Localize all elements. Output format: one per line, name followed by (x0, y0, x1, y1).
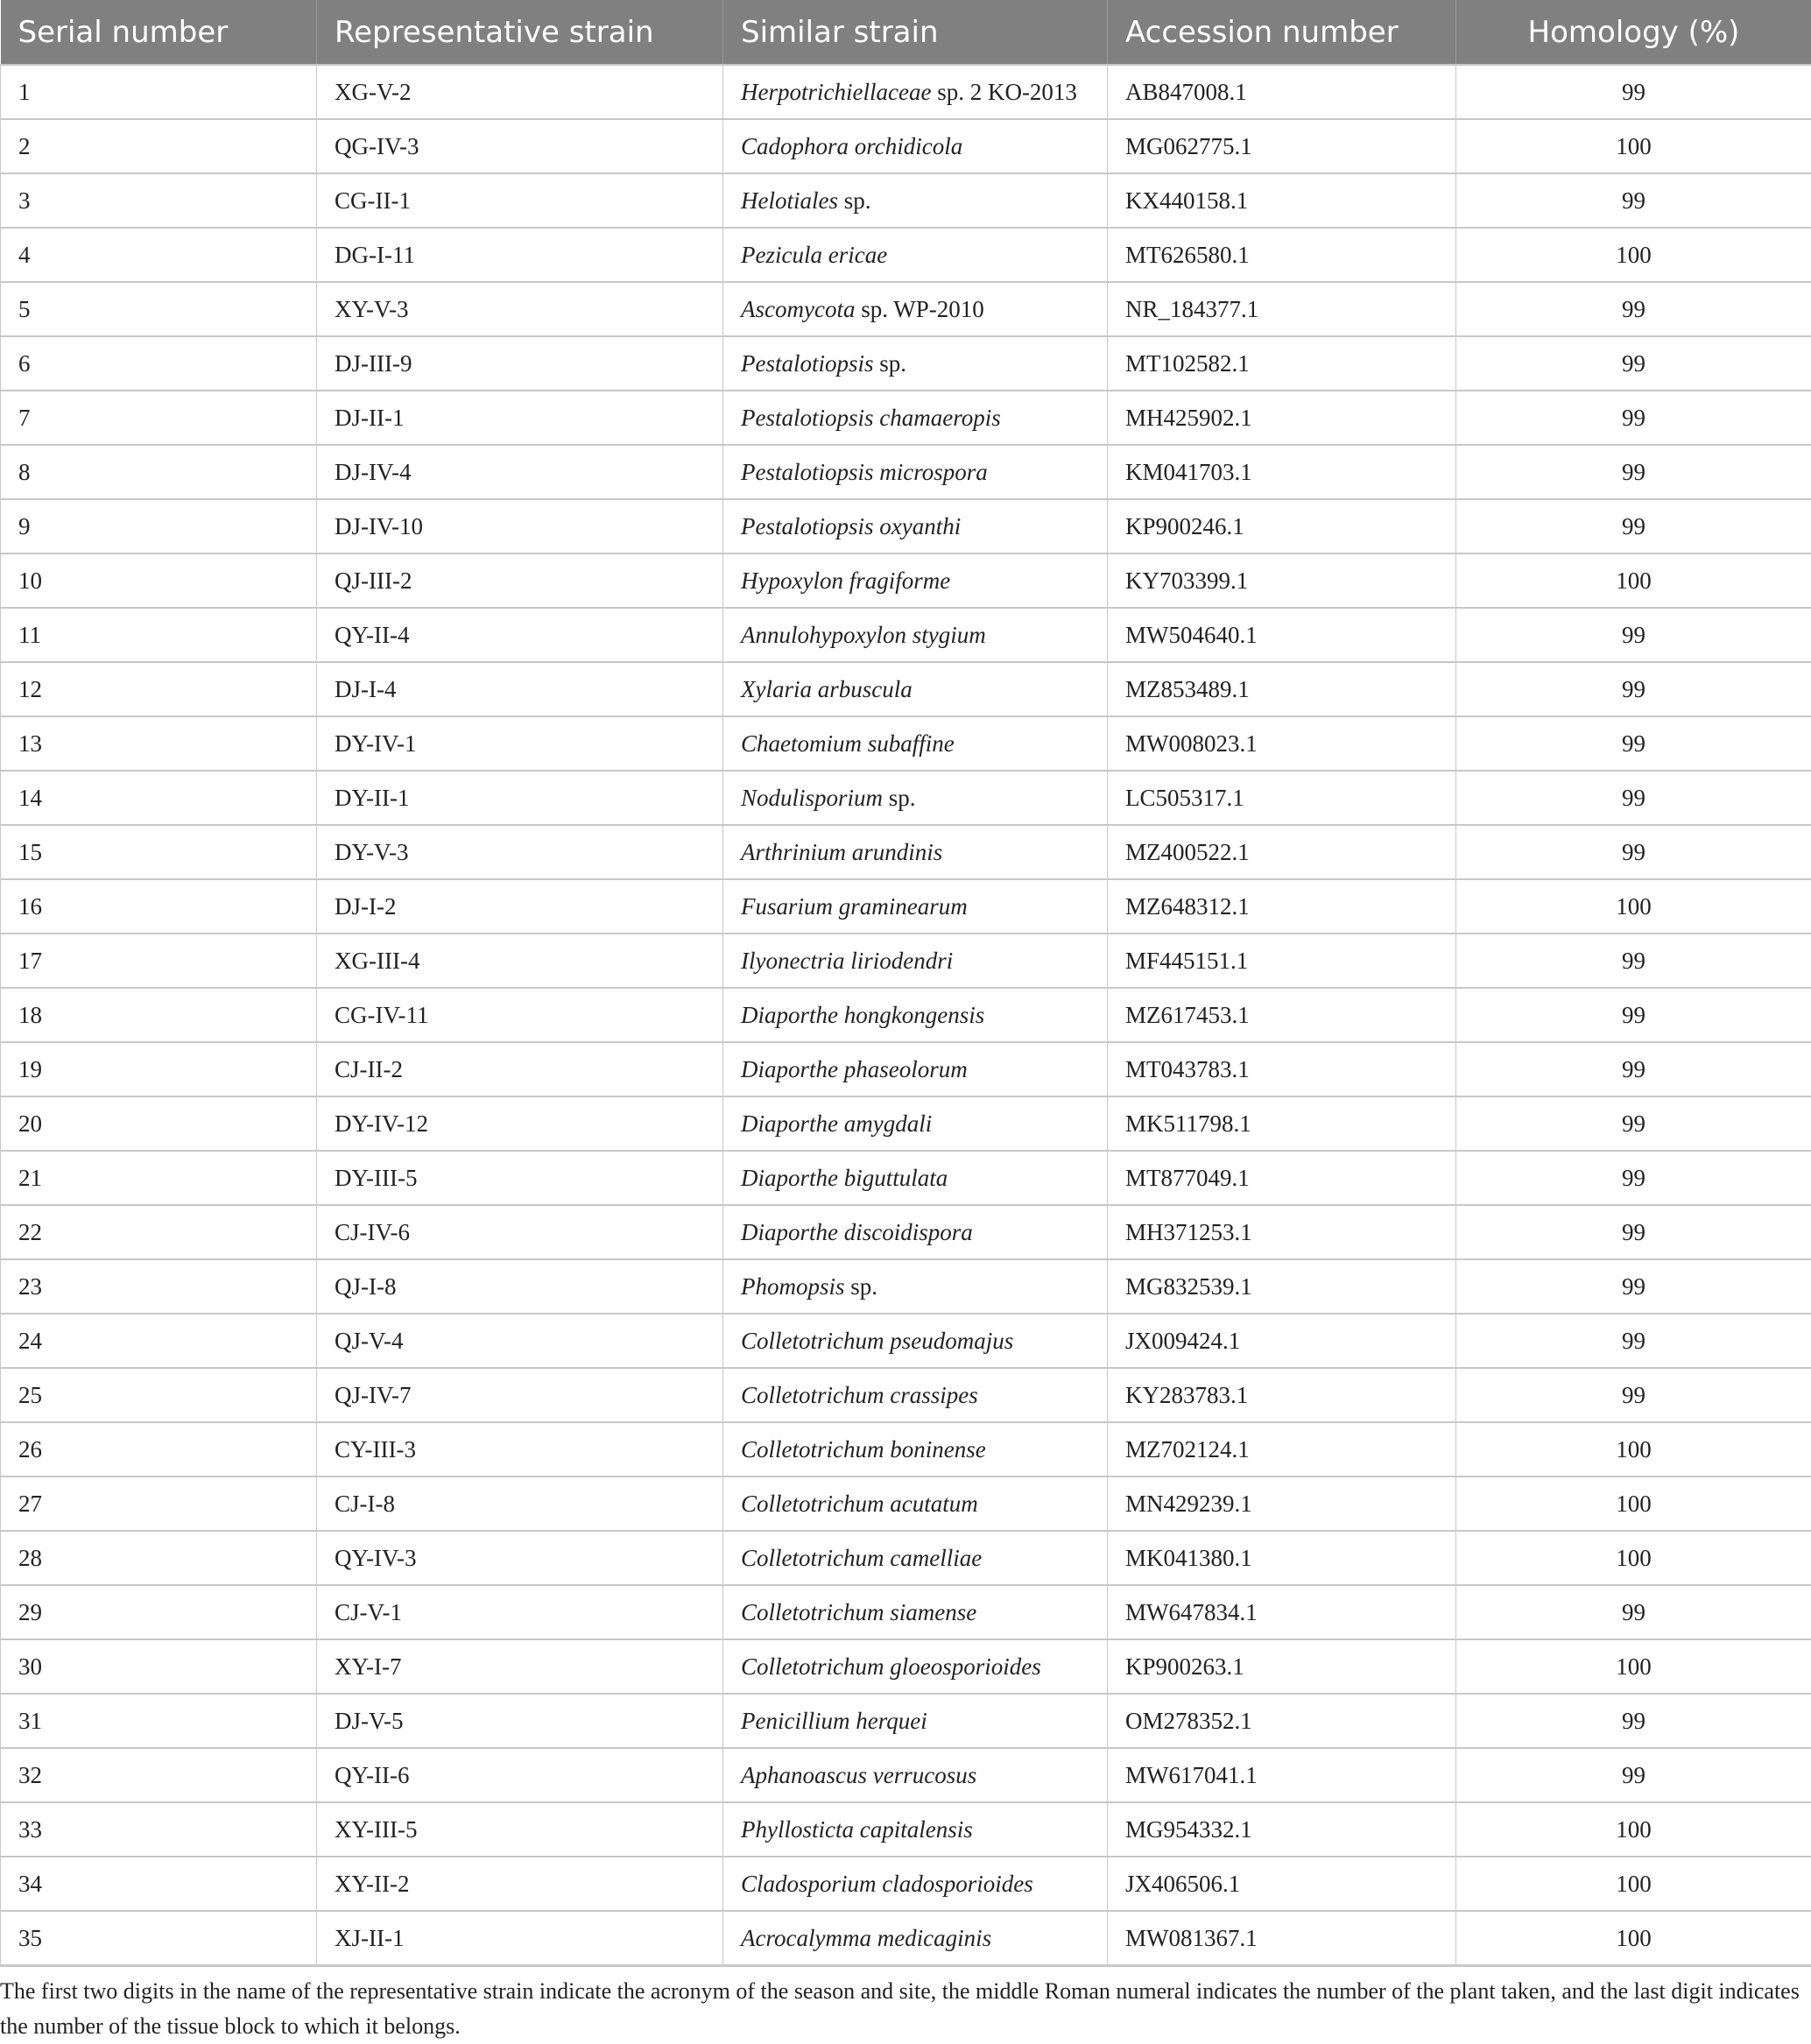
homology-cell: 99 (1456, 771, 1811, 825)
serial-number-cell: 19 (1, 1042, 317, 1096)
header-row (1, 0, 1811, 65)
similar-strain-cell (723, 879, 1108, 934)
serial-number-cell: 2 (1, 119, 317, 173)
homology-cell: 100 (1456, 1477, 1811, 1531)
species-name: Penicillium herquei (741, 1708, 927, 1734)
species-name: Arthrinium arundinis (741, 839, 942, 865)
accession-number-cell: MW647834.1 (1108, 1585, 1456, 1639)
homology-cell: 99 (1456, 173, 1811, 228)
serial-number-cell: 5 (1, 282, 317, 336)
table-row (1, 1585, 1811, 1639)
representative-strain-cell: DJ-IV-4 (317, 445, 723, 499)
header-serial-number: Serial number (1, 0, 317, 65)
species-name: Colletotrichum siamense (741, 1599, 976, 1625)
similar-strain-cell (723, 228, 1108, 282)
representative-strain-cell: DY-IV-12 (317, 1096, 723, 1151)
serial-number-cell: 3 (1, 173, 317, 228)
accession-number-cell: KP900263.1 (1108, 1639, 1456, 1694)
representative-strain-cell: XG-V-2 (317, 65, 723, 119)
serial-number-cell: 20 (1, 1096, 317, 1151)
representative-strain-cell: QJ-III-2 (317, 553, 723, 608)
species-name: Phyllosticta capitalensis (741, 1816, 973, 1843)
homology-cell: 99 (1456, 825, 1811, 879)
species-name: Pezicula ericae (741, 242, 887, 268)
representative-strain-cell: DJ-III-9 (317, 336, 723, 391)
serial-number-cell: 28 (1, 1531, 317, 1585)
species-name: Diaporthe amygdali (741, 1110, 932, 1137)
accession-number-cell: KM041703.1 (1108, 445, 1456, 499)
accession-number-cell: KP900246.1 (1108, 499, 1456, 553)
species-name: Xylaria arbuscula (741, 676, 913, 702)
species-name: Diaporthe phaseolorum (741, 1056, 968, 1082)
similar-strain-cell (723, 1042, 1108, 1096)
homology-cell: 99 (1456, 499, 1811, 553)
serial-number-cell: 25 (1, 1368, 317, 1422)
serial-number-cell: 29 (1, 1585, 317, 1639)
homology-cell: 100 (1456, 1422, 1811, 1477)
representative-strain-cell: QJ-I-8 (317, 1259, 723, 1314)
homology-cell: 99 (1456, 1314, 1811, 1368)
accession-number-cell: MH425902.1 (1108, 391, 1456, 445)
similar-strain-cell (723, 499, 1108, 553)
serial-number-cell: 1 (1, 65, 317, 119)
table-row (1, 771, 1811, 825)
serial-number-cell: 15 (1, 825, 317, 879)
similar-strain-cell (723, 1096, 1108, 1151)
similar-strain-cell (723, 1368, 1108, 1422)
serial-number-cell: 30 (1, 1639, 317, 1694)
species-name: Hypoxylon fragiforme (741, 567, 950, 594)
accession-number-cell: MZ400522.1 (1108, 825, 1456, 879)
similar-strain-cell (723, 445, 1108, 499)
species-name: Colletotrichum pseudomajus (741, 1328, 1013, 1354)
serial-number-cell: 6 (1, 336, 317, 391)
species-name: Cladosporium cladosporioides (741, 1871, 1033, 1897)
accession-number-cell: KX440158.1 (1108, 173, 1456, 228)
accession-number-cell: MZ702124.1 (1108, 1422, 1456, 1477)
species-name: Acrocalymma medicaginis (741, 1925, 991, 1951)
similar-strain-cell (723, 1314, 1108, 1368)
accession-number-cell: AB847008.1 (1108, 65, 1456, 119)
serial-number-cell: 21 (1, 1151, 317, 1205)
species-name: Chaetomium subaffine (741, 730, 955, 757)
accession-number-cell: MK511798.1 (1108, 1096, 1456, 1151)
species-name: Diaporthe biguttulata (741, 1165, 948, 1191)
table-row (1, 445, 1811, 499)
similar-strain-cell (723, 988, 1108, 1042)
table-row (1, 1857, 1811, 1911)
species-name: Colletotrichum crassipes (741, 1382, 978, 1408)
serial-number-cell: 10 (1, 553, 317, 608)
species-name: Pestalotiopsis (741, 350, 874, 377)
similar-strain-cell (723, 1585, 1108, 1639)
homology-cell: 100 (1456, 1531, 1811, 1585)
accession-number-cell: LC505317.1 (1108, 771, 1456, 825)
table-row (1, 1694, 1811, 1748)
accession-number-cell: JX009424.1 (1108, 1314, 1456, 1368)
homology-cell: 99 (1456, 336, 1811, 391)
similar-strain-cell (723, 336, 1108, 391)
table-row (1, 1422, 1811, 1477)
homology-cell: 99 (1456, 1205, 1811, 1259)
homology-cell: 99 (1456, 391, 1811, 445)
homology-cell: 99 (1456, 65, 1811, 119)
homology-cell: 100 (1456, 1639, 1811, 1694)
species-name: Helotiales (741, 187, 838, 214)
representative-strain-cell: QY-II-4 (317, 608, 723, 662)
accession-number-cell: MN429239.1 (1108, 1477, 1456, 1531)
accession-number-cell: MH371253.1 (1108, 1205, 1456, 1259)
table-row (1, 934, 1811, 988)
table-row (1, 716, 1811, 771)
table-row (1, 1096, 1811, 1151)
species-name: Ascomycota (741, 296, 855, 322)
similar-strain-cell (723, 1151, 1108, 1205)
table-row (1, 879, 1811, 934)
serial-number-cell: 4 (1, 228, 317, 282)
species-suffix: sp. 2 KO-2013 (931, 79, 1077, 105)
serial-number-cell: 32 (1, 1748, 317, 1802)
homology-cell: 99 (1456, 1259, 1811, 1314)
similar-strain-cell (723, 771, 1108, 825)
accession-number-cell: MF445151.1 (1108, 934, 1456, 988)
header-accession-number: Accession number (1108, 0, 1456, 65)
accession-number-cell: MT102582.1 (1108, 336, 1456, 391)
serial-number-cell: 34 (1, 1857, 317, 1911)
species-name: Pestalotiopsis oxyanthi (741, 513, 961, 539)
homology-cell: 99 (1456, 716, 1811, 771)
accession-number-cell: MW504640.1 (1108, 608, 1456, 662)
table-row (1, 662, 1811, 716)
similar-strain-cell (723, 662, 1108, 716)
accession-number-cell: MZ648312.1 (1108, 879, 1456, 934)
species-name: Herpotrichiellaceae (741, 79, 931, 105)
similar-strain-cell (723, 716, 1108, 771)
homology-cell: 99 (1456, 1042, 1811, 1096)
similar-strain-cell (723, 1857, 1108, 1911)
header-homology: Homology (%) (1456, 0, 1811, 65)
species-name: Diaporthe hongkongensis (741, 1002, 984, 1028)
table-row (1, 228, 1811, 282)
serial-number-cell: 24 (1, 1314, 317, 1368)
table-row (1, 65, 1811, 119)
similar-strain-cell (723, 1259, 1108, 1314)
representative-strain-cell: CJ-IV-6 (317, 1205, 723, 1259)
species-name: Fusarium graminearum (741, 893, 968, 920)
representative-strain-cell: XJ-II-1 (317, 1911, 723, 1966)
species-name: Phomopsis (741, 1273, 845, 1300)
species-suffix: sp. (883, 785, 916, 811)
representative-strain-cell: DJ-II-1 (317, 391, 723, 445)
table-row (1, 1802, 1811, 1857)
species-suffix: sp. (838, 187, 871, 214)
serial-number-cell: 18 (1, 988, 317, 1042)
homology-cell: 99 (1456, 934, 1811, 988)
representative-strain-cell: XY-II-2 (317, 1857, 723, 1911)
species-name: Aphanoascus verrucosus (741, 1762, 976, 1788)
similar-strain-cell (723, 391, 1108, 445)
serial-number-cell: 23 (1, 1259, 317, 1314)
serial-number-cell: 14 (1, 771, 317, 825)
header-representative-strain: Representative strain (317, 0, 723, 65)
species-name: Colletotrichum camelliae (741, 1545, 982, 1571)
species-suffix: sp. (845, 1273, 878, 1300)
accession-number-cell: MZ617453.1 (1108, 988, 1456, 1042)
homology-cell: 99 (1456, 1694, 1811, 1748)
similar-strain-cell (723, 173, 1108, 228)
table-row (1, 1205, 1811, 1259)
homology-cell: 99 (1456, 662, 1811, 716)
accession-number-cell: MK041380.1 (1108, 1531, 1456, 1585)
accession-number-cell: MT043783.1 (1108, 1042, 1456, 1096)
table-row (1, 1151, 1811, 1205)
representative-strain-cell: DJ-I-4 (317, 662, 723, 716)
species-name: Colletotrichum gloeosporioides (741, 1653, 1041, 1680)
table-row (1, 1748, 1811, 1802)
table-row (1, 1259, 1811, 1314)
species-name: Pestalotiopsis microspora (741, 459, 988, 485)
header-similar-strain: Similar strain (723, 0, 1108, 65)
accession-number-cell: MT626580.1 (1108, 228, 1456, 282)
representative-strain-cell: QY-II-6 (317, 1748, 723, 1802)
accession-number-cell: MW617041.1 (1108, 1748, 1456, 1802)
serial-number-cell: 17 (1, 934, 317, 988)
homology-cell: 99 (1456, 282, 1811, 336)
table-row (1, 608, 1811, 662)
similar-strain-cell (723, 1422, 1108, 1477)
serial-number-cell: 11 (1, 608, 317, 662)
homology-cell: 99 (1456, 1096, 1811, 1151)
accession-number-cell: MG062775.1 (1108, 119, 1456, 173)
table-row (1, 1042, 1811, 1096)
table-row (1, 1314, 1811, 1368)
homology-cell: 100 (1456, 228, 1811, 282)
serial-number-cell: 31 (1, 1694, 317, 1748)
table-row (1, 499, 1811, 553)
representative-strain-cell: XY-I-7 (317, 1639, 723, 1694)
similar-strain-cell (723, 825, 1108, 879)
similar-strain-cell (723, 1477, 1108, 1531)
accession-number-cell: JX406506.1 (1108, 1857, 1456, 1911)
species-name: Ilyonectria liriodendri (741, 948, 953, 974)
similar-strain-cell (723, 608, 1108, 662)
serial-number-cell: 26 (1, 1422, 317, 1477)
table-row (1, 1639, 1811, 1694)
serial-number-cell: 8 (1, 445, 317, 499)
table-row (1, 282, 1811, 336)
similar-strain-cell (723, 1694, 1108, 1748)
serial-number-cell: 16 (1, 879, 317, 934)
homology-cell: 99 (1456, 1748, 1811, 1802)
similar-strain-cell (723, 1911, 1108, 1966)
accession-number-cell: MG832539.1 (1108, 1259, 1456, 1314)
similar-strain-cell (723, 1531, 1108, 1585)
representative-strain-cell: DJ-IV-10 (317, 499, 723, 553)
serial-number-cell: 9 (1, 499, 317, 553)
representative-strain-cell: DJ-V-5 (317, 1694, 723, 1748)
species-name: Annulohypoxylon stygium (741, 622, 986, 648)
serial-number-cell: 33 (1, 1802, 317, 1857)
representative-strain-cell: DJ-I-2 (317, 879, 723, 934)
serial-number-cell: 7 (1, 391, 317, 445)
accession-number-cell: MG954332.1 (1108, 1802, 1456, 1857)
species-name: Diaporthe discoidispora (741, 1219, 973, 1245)
table-row (1, 553, 1811, 608)
serial-number-cell: 35 (1, 1911, 317, 1966)
homology-cell: 99 (1456, 1151, 1811, 1205)
table-row (1, 988, 1811, 1042)
similar-strain-cell (723, 1748, 1108, 1802)
species-name: Cadophora orchidicola (741, 133, 962, 159)
homology-cell: 99 (1456, 1368, 1811, 1422)
serial-number-cell: 27 (1, 1477, 317, 1531)
representative-strain-cell: DY-II-1 (317, 771, 723, 825)
accession-number-cell: OM278352.1 (1108, 1694, 1456, 1748)
representative-strain-cell: CG-II-1 (317, 173, 723, 228)
accession-number-cell: MW008023.1 (1108, 716, 1456, 771)
accession-number-cell: KY283783.1 (1108, 1368, 1456, 1422)
species-name: Pestalotiopsis chamaeropis (741, 405, 1001, 431)
representative-strain-cell: XG-III-4 (317, 934, 723, 988)
representative-strain-cell: DY-III-5 (317, 1151, 723, 1205)
table-row (1, 336, 1811, 391)
accession-number-cell: NR_184377.1 (1108, 282, 1456, 336)
species-name: Colletotrichum boninense (741, 1436, 986, 1463)
homology-cell: 100 (1456, 879, 1811, 934)
representative-strain-cell: XY-III-5 (317, 1802, 723, 1857)
representative-strain-cell: DY-IV-1 (317, 716, 723, 771)
homology-cell: 99 (1456, 1585, 1811, 1639)
homology-cell: 100 (1456, 553, 1811, 608)
representative-strain-cell: CJ-I-8 (317, 1477, 723, 1531)
table-row (1, 119, 1811, 173)
table-row (1, 825, 1811, 879)
table-row (1, 1368, 1811, 1422)
representative-strain-cell: DY-V-3 (317, 825, 723, 879)
table-row (1, 1911, 1811, 1966)
similar-strain-cell (723, 553, 1108, 608)
species-name: Nodulisporium (741, 785, 883, 811)
serial-number-cell: 22 (1, 1205, 317, 1259)
serial-number-cell: 12 (1, 662, 317, 716)
table-row (1, 173, 1811, 228)
representative-strain-cell: XY-V-3 (317, 282, 723, 336)
serial-number-cell: 13 (1, 716, 317, 771)
homology-cell: 99 (1456, 988, 1811, 1042)
representative-strain-cell: CJ-II-2 (317, 1042, 723, 1096)
similar-strain-cell (723, 1639, 1108, 1694)
similar-strain-cell (723, 934, 1108, 988)
similar-strain-cell (723, 65, 1108, 119)
table-row (1, 1477, 1811, 1531)
representative-strain-cell: CG-IV-11 (317, 988, 723, 1042)
species-name: Colletotrichum acutatum (741, 1491, 978, 1517)
representative-strain-cell: CJ-V-1 (317, 1585, 723, 1639)
table-row (1, 391, 1811, 445)
similar-strain-cell (723, 1802, 1108, 1857)
homology-cell: 100 (1456, 119, 1811, 173)
representative-strain-cell: DG-I-11 (317, 228, 723, 282)
representative-strain-cell: QY-IV-3 (317, 1531, 723, 1585)
homology-cell: 99 (1456, 608, 1811, 662)
table-row (1, 1531, 1811, 1585)
homology-cell: 100 (1456, 1911, 1811, 1966)
similar-strain-cell (723, 282, 1108, 336)
similar-strain-cell (723, 1205, 1108, 1259)
species-suffix: sp. (874, 350, 907, 377)
representative-strain-cell: QJ-IV-7 (317, 1368, 723, 1422)
accession-number-cell: KY703399.1 (1108, 553, 1456, 608)
representative-strain-cell: QJ-V-4 (317, 1314, 723, 1368)
table-footnote: The first two digits in the name of the representative strain indicate the acronym of the season and site, the middle Roman numeral indicates the number of the plant taken, and the last digit indicates the number of the tissue block to which it belongs. (0, 1974, 1811, 2044)
species-suffix: sp. WP-2010 (855, 296, 983, 322)
representative-strain-cell: QG-IV-3 (317, 119, 723, 173)
similar-strain-cell (723, 119, 1108, 173)
accession-number-cell: MZ853489.1 (1108, 662, 1456, 716)
accession-number-cell: MW081367.1 (1108, 1911, 1456, 1966)
accession-number-cell: MT877049.1 (1108, 1151, 1456, 1205)
homology-cell: 100 (1456, 1802, 1811, 1857)
homology-cell: 100 (1456, 1857, 1811, 1911)
homology-cell: 99 (1456, 445, 1811, 499)
representative-strain-cell: CY-III-3 (317, 1422, 723, 1477)
